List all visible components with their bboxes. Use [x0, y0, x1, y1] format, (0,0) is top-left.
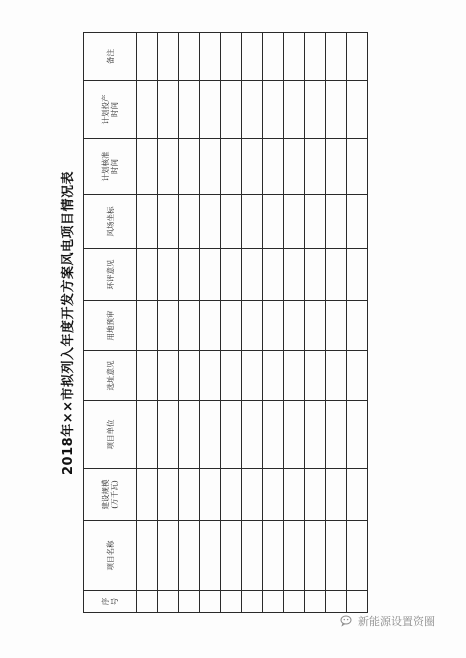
table-cell: [242, 81, 263, 139]
table-cell: [326, 249, 347, 301]
table-row: [137, 33, 158, 613]
table-cell: [200, 139, 221, 195]
table-cell: [158, 301, 179, 351]
table-cell: [179, 249, 200, 301]
table-row: [263, 33, 284, 613]
table-cell: [221, 469, 242, 521]
table-cell: [305, 139, 326, 195]
column-header-label: 用地预审: [105, 310, 115, 341]
table-cell: [347, 521, 368, 591]
table-cell: [347, 33, 368, 81]
table-cell: [158, 81, 179, 139]
table-cell: [200, 521, 221, 591]
table-cell: [221, 195, 242, 249]
table-cell: [179, 351, 200, 401]
column-header-label: (万千瓦): [110, 480, 119, 509]
column-header: [84, 139, 137, 195]
table-cell: [347, 301, 368, 351]
column-header: [84, 33, 137, 81]
watermark: [340, 611, 464, 631]
table-cell: [221, 521, 242, 591]
column-header: [84, 401, 137, 469]
rotated-sheet: [61, 33, 353, 613]
table-cell: [158, 521, 179, 591]
table-cell: [347, 469, 368, 521]
table-row: [221, 33, 242, 613]
column-header-label: 备注: [105, 49, 115, 64]
table-cell: [284, 401, 305, 469]
wechat-bubble-icon: [340, 614, 354, 628]
column-header-label: 选址意见: [105, 360, 115, 391]
table-cell: [158, 33, 179, 81]
watermark-text: 新能源设置资圈: [358, 615, 435, 628]
table-cell: [137, 591, 158, 613]
table-cell: [347, 139, 368, 195]
table-cell: [326, 33, 347, 81]
table-cell: [179, 81, 200, 139]
table-cell: [284, 351, 305, 401]
table-row: [326, 33, 347, 613]
table-cell: [137, 351, 158, 401]
table-cell: [326, 351, 347, 401]
table-cell: [242, 469, 263, 521]
table-cell: [137, 301, 158, 351]
table-cell: [200, 469, 221, 521]
table-cell: [242, 301, 263, 351]
table-cell: [221, 351, 242, 401]
table-cell: [305, 401, 326, 469]
column-header-label: 计划核准: [101, 151, 110, 182]
table-cell: [284, 33, 305, 81]
table-cell: [137, 139, 158, 195]
table-cell: [179, 401, 200, 469]
table-cell: [284, 81, 305, 139]
table-cell: [137, 81, 158, 139]
table-cell: [326, 139, 347, 195]
table-cell: [221, 139, 242, 195]
table-body: [137, 33, 368, 613]
column-header-label: 环评意见: [105, 259, 115, 290]
column-header-label: 序: [101, 597, 110, 606]
table-cell: [326, 81, 347, 139]
column-header-label: 时间: [110, 102, 119, 117]
table-cell: [305, 249, 326, 301]
table-cell: [200, 195, 221, 249]
table-cell: [200, 249, 221, 301]
table-row: [158, 33, 179, 613]
table-cell: [284, 591, 305, 613]
table-cell: [221, 301, 242, 351]
table-cell: [158, 591, 179, 613]
table-cell: [158, 351, 179, 401]
table-cell: [326, 401, 347, 469]
table-cell: [305, 33, 326, 81]
table-cell: [200, 81, 221, 139]
column-header-label: 风场坐标: [105, 206, 115, 237]
table-row: [284, 33, 305, 613]
table-cell: [158, 195, 179, 249]
column-header-label: 项目名称: [105, 540, 115, 571]
table-cell: [221, 81, 242, 139]
table-cell: [305, 301, 326, 351]
table-cell: [263, 401, 284, 469]
table-cell: [263, 521, 284, 591]
table-cell: [179, 195, 200, 249]
table-cell: [326, 591, 347, 613]
table-cell: [347, 351, 368, 401]
table-row: [305, 33, 326, 613]
table-cell: [200, 301, 221, 351]
table-cell: [242, 249, 263, 301]
column-header-label: 时间: [110, 159, 119, 174]
table-cell: [284, 301, 305, 351]
table-cell: [263, 139, 284, 195]
table-row: [347, 33, 368, 613]
column-header: [84, 351, 137, 401]
table-cell: [158, 249, 179, 301]
table-cell: [263, 469, 284, 521]
table-cell: [179, 33, 200, 81]
table-cell: [137, 401, 158, 469]
table-cell: [221, 401, 242, 469]
table-cell: [284, 469, 305, 521]
project-table: [83, 32, 368, 613]
table-cell: [221, 249, 242, 301]
table-cell: [347, 591, 368, 613]
table-cell: [284, 249, 305, 301]
table-cell: [179, 139, 200, 195]
table-cell: [326, 521, 347, 591]
column-header: [84, 591, 137, 613]
table-cell: [242, 33, 263, 81]
table-cell: [137, 521, 158, 591]
table-cell: [326, 469, 347, 521]
table-cell: [158, 469, 179, 521]
table-cell: [221, 33, 242, 81]
table-cell: [158, 139, 179, 195]
table-cell: [263, 351, 284, 401]
table-cell: [179, 301, 200, 351]
table-header-row: [84, 33, 137, 613]
table-cell: [263, 249, 284, 301]
table-cell: [347, 401, 368, 469]
table-row: [242, 33, 263, 613]
table-cell: [137, 33, 158, 81]
table-cell: [200, 33, 221, 81]
column-header: [84, 301, 137, 351]
table-cell: [242, 401, 263, 469]
table-cell: [305, 81, 326, 139]
table-cell: [347, 81, 368, 139]
table-cell: [305, 591, 326, 613]
table-cell: [305, 521, 326, 591]
table-cell: [158, 401, 179, 469]
table-cell: [242, 195, 263, 249]
table-cell: [347, 249, 368, 301]
table-cell: [326, 301, 347, 351]
table-cell: [326, 195, 347, 249]
table-cell: [242, 591, 263, 613]
table-cell: [200, 401, 221, 469]
table-cell: [263, 33, 284, 81]
table-cell: [263, 195, 284, 249]
column-header: [84, 195, 137, 249]
table-cell: [263, 301, 284, 351]
table-cell: [347, 195, 368, 249]
column-header-label: 建设规模: [101, 479, 110, 510]
table-cell: [179, 591, 200, 613]
table-cell: [200, 591, 221, 613]
column-header: [84, 81, 137, 139]
column-header: [84, 249, 137, 301]
table-row: [200, 33, 221, 613]
column-header: [84, 521, 137, 591]
table-cell: [179, 521, 200, 591]
table-cell: [221, 591, 242, 613]
table-cell: [263, 81, 284, 139]
column-header: [84, 469, 137, 521]
table-cell: [137, 195, 158, 249]
table-cell: [284, 521, 305, 591]
column-header-label: 项目单位: [105, 419, 115, 450]
table-cell: [305, 469, 326, 521]
table-cell: [242, 351, 263, 401]
table-cell: [305, 351, 326, 401]
table-cell: [284, 195, 305, 249]
table-cell: [200, 351, 221, 401]
table-cell: [305, 195, 326, 249]
table-cell: [263, 591, 284, 613]
table-cell: [137, 469, 158, 521]
table-cell: [242, 521, 263, 591]
column-header-label: 计划投产: [101, 94, 110, 125]
table-cell: [242, 139, 263, 195]
table-cell: [179, 469, 200, 521]
column-header-label: 号: [110, 597, 119, 606]
table-row: [179, 33, 200, 613]
document-title: 2018年××市拟列入年度开发方案风电项目情况表: [61, 171, 76, 475]
table-cell: [137, 249, 158, 301]
table-cell: [284, 139, 305, 195]
